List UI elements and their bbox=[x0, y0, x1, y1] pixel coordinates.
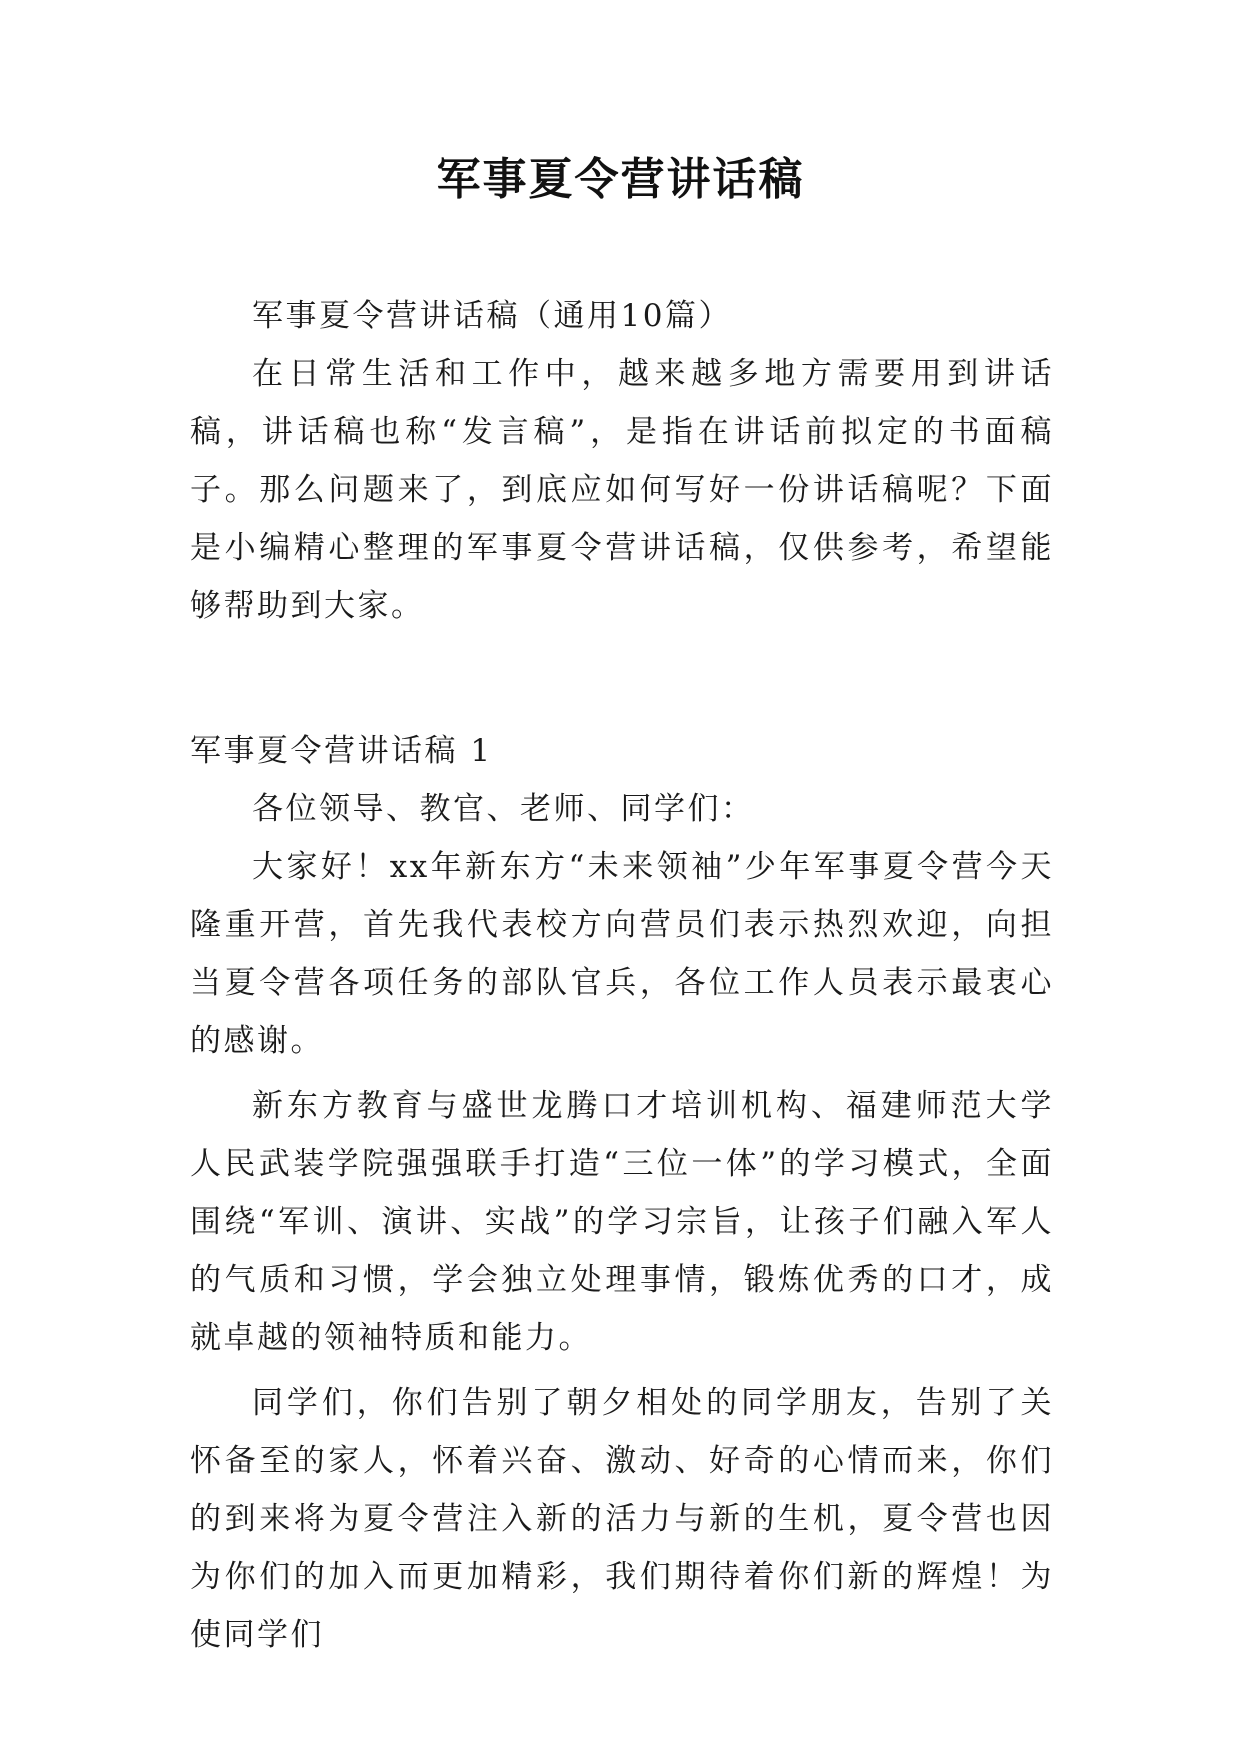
body-paragraph-1: 大家好！xx年新东方“未来领袖”少年军事夏令营今天隆重开营，首先我代表校方向营员们表示热烈欢迎，向担当夏令营各项任务的部队官兵，各位工作人员表示最衷心的感谢。 bbox=[190, 849, 1054, 1059]
section-gap bbox=[190, 635, 1054, 722]
intro-paragraph: 在日常生活和工作中，越来越多地方需要用到讲话稿，讲话稿也称“发言稿”，是指在讲话前拟定的书面稿子。那么问题来了，到底应如何写好一份讲话稿呢？下面是小编精心整理的军事夏令营讲话稿，仅供参考，希望能够帮助到大家。 bbox=[190, 356, 1054, 624]
section-heading: 军事夏令营讲话稿 1 bbox=[190, 733, 493, 769]
document-body bbox=[190, 287, 1054, 1664]
body-paragraph-2: 新东方教育与盛世龙腾口才培训机构、福建师范大学人民武装学院强强联手打造“三位一体”的学习模式，全面围绕“军训、演讲、实战”的学习宗旨，让孩子们融入军人的气质和习惯，学会独立处理事情，锻炼优秀的口才，成就卓越的领袖特质和能力。 bbox=[190, 1088, 1054, 1356]
salutation-paragraph: 各位领导、教官、老师、同学们： bbox=[252, 791, 755, 827]
document-title: 军事夏令营讲话稿 bbox=[436, 154, 805, 205]
body-paragraph-3: 同学们，你们告别了朝夕相处的同学朋友，告别了关怀备至的家人，怀着兴奋、激动、好奇的心情而来，你们的到来将为夏令营注入新的活力与新的生机，夏令营也因为你们的加入而更加精彩，我们期待着你们新的辉煌！为使同学们 bbox=[190, 1385, 1054, 1653]
subtitle-paragraph: 军事夏令营讲话稿（通用10篇） bbox=[252, 298, 732, 334]
